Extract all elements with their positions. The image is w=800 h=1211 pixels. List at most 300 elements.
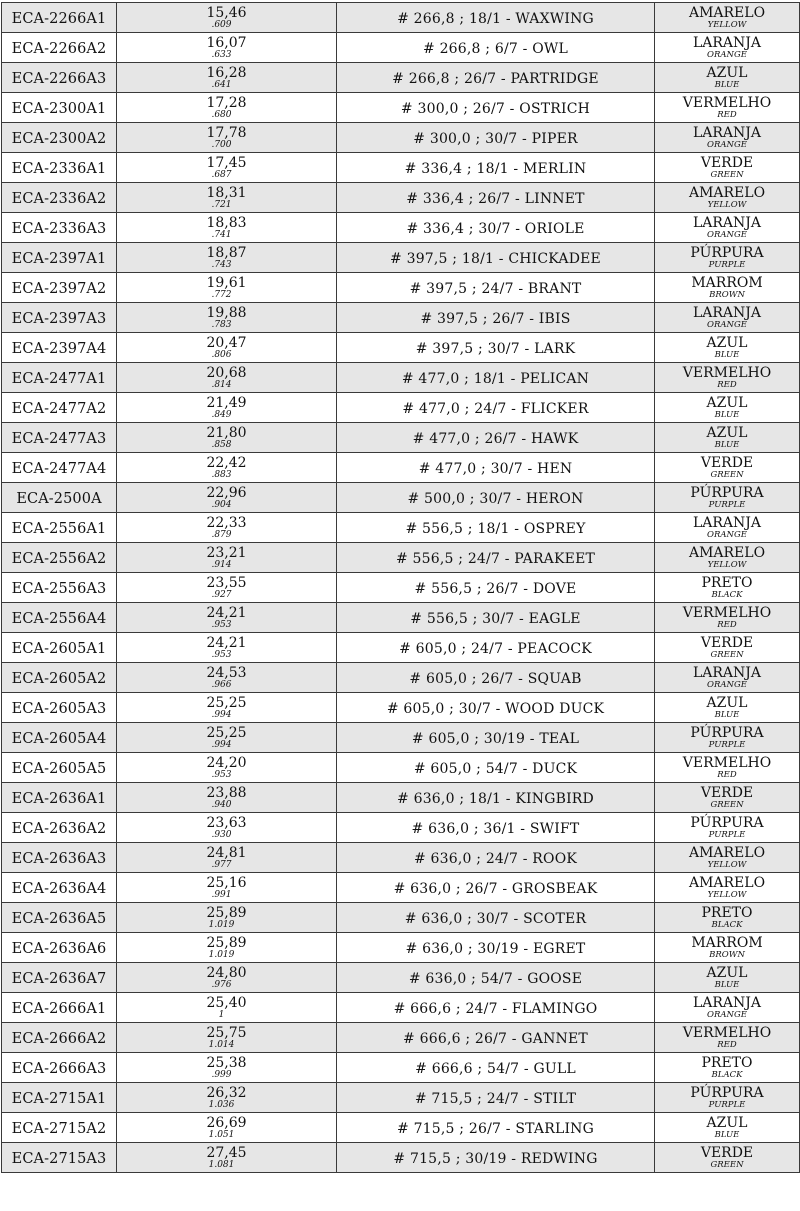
- table-row: [2, 753, 800, 783]
- value-imperial: .953: [211, 770, 232, 780]
- table-row: [2, 1023, 800, 1053]
- color-name-pt: AZUL: [706, 695, 748, 711]
- value-cell: [117, 813, 337, 843]
- color-cell: [655, 393, 800, 423]
- code-cell: [2, 1023, 117, 1053]
- color-cell: [655, 1023, 800, 1053]
- value-cell: [117, 1113, 337, 1143]
- value-imperial: .904: [211, 500, 232, 510]
- value-cell: [117, 213, 337, 243]
- value-cell: [117, 873, 337, 903]
- product-code: ECA-2556A4: [11, 611, 107, 627]
- color-name-en: GREEN: [710, 650, 744, 660]
- product-code: ECA-2636A1: [11, 791, 107, 807]
- product-code: ECA-2300A1: [11, 101, 107, 117]
- product-code: ECA-2556A2: [11, 551, 107, 567]
- code-cell: [2, 993, 117, 1023]
- value-imperial: .953: [211, 650, 232, 660]
- value-cell: [117, 1083, 337, 1113]
- description-cell: [337, 603, 655, 633]
- conductor-description: # 636,0 ; 30/7 - SCOTER: [404, 911, 587, 927]
- value-metric: 19,88: [206, 305, 247, 321]
- value-metric: 23,55: [206, 575, 247, 591]
- value-imperial: .883: [211, 470, 232, 480]
- product-code: ECA-2397A3: [11, 311, 107, 327]
- color-name-pt: LARANJA: [692, 125, 762, 141]
- conductor-description: # 477,0 ; 24/7 - FLICKER: [402, 401, 589, 417]
- color-name-pt: AMARELO: [688, 875, 766, 891]
- color-name-pt: PÚRPURA: [690, 245, 764, 261]
- product-code: ECA-2666A2: [11, 1031, 107, 1047]
- conductor-description: # 605,0 ; 30/19 - TEAL: [411, 731, 580, 747]
- color-name-pt: PÚRPURA: [690, 485, 764, 501]
- value-cell: [117, 573, 337, 603]
- conductor-description: # 397,5 ; 30/7 - LARK: [415, 341, 576, 357]
- color-name-pt: AZUL: [706, 1115, 748, 1131]
- value-cell: [117, 513, 337, 543]
- table-row: [2, 543, 800, 573]
- conductor-description: # 605,0 ; 24/7 - PEACOCK: [399, 641, 592, 657]
- product-code: ECA-2397A2: [11, 281, 107, 297]
- code-cell: [2, 663, 117, 693]
- value-cell: [117, 423, 337, 453]
- color-name-en: BLACK: [711, 1070, 743, 1080]
- code-cell: [2, 693, 117, 723]
- color-cell: [655, 333, 800, 363]
- conductor-description: # 266,8 ; 26/7 - PARTRIDGE: [392, 71, 599, 87]
- value-metric: 16,28: [206, 65, 247, 81]
- color-name-pt: VERDE: [700, 455, 754, 471]
- code-cell: [2, 3, 117, 33]
- value-metric: 20,47: [206, 335, 247, 351]
- product-code: ECA-2666A1: [11, 1001, 107, 1017]
- value-imperial: 1: [218, 1010, 225, 1020]
- color-cell: [655, 93, 800, 123]
- value-imperial: .687: [211, 170, 232, 180]
- table-row: [2, 93, 800, 123]
- color-cell: [655, 1083, 800, 1113]
- color-cell: [655, 483, 800, 513]
- code-cell: [2, 573, 117, 603]
- table-row: [2, 573, 800, 603]
- table-row: [2, 273, 800, 303]
- code-cell: [2, 1053, 117, 1083]
- value-imperial: 1.019: [208, 950, 235, 960]
- code-cell: [2, 423, 117, 453]
- color-name-pt: VERDE: [700, 635, 754, 651]
- description-cell: [337, 483, 655, 513]
- description-cell: [337, 843, 655, 873]
- table-row: [2, 1143, 800, 1173]
- code-cell: [2, 273, 117, 303]
- product-code: ECA-2397A4: [11, 341, 107, 357]
- product-code: ECA-2477A1: [11, 371, 107, 387]
- description-cell: [337, 723, 655, 753]
- conductor-description: # 666,6 ; 26/7 - GANNET: [403, 1031, 588, 1047]
- value-imperial: .977: [211, 860, 232, 870]
- product-code: ECA-2715A2: [11, 1121, 107, 1137]
- product-code: ECA-2636A4: [11, 881, 107, 897]
- value-cell: [117, 153, 337, 183]
- value-cell: [117, 663, 337, 693]
- color-name-pt: AZUL: [706, 425, 748, 441]
- color-name-en: GREEN: [710, 470, 744, 480]
- product-code: ECA-2636A2: [11, 821, 107, 837]
- value-imperial: 1.081: [208, 1160, 235, 1170]
- value-cell: [117, 453, 337, 483]
- description-cell: [337, 213, 655, 243]
- code-cell: [2, 1143, 117, 1173]
- product-code: ECA-2477A4: [11, 461, 107, 477]
- conductor-description: # 336,4 ; 26/7 - LINNET: [406, 191, 585, 207]
- color-name-en: RED: [717, 770, 737, 780]
- value-imperial: .609: [211, 20, 232, 30]
- table-row: [2, 123, 800, 153]
- table-row: [2, 783, 800, 813]
- value-metric: 26,32: [206, 1085, 247, 1101]
- color-name-en: PURPLE: [708, 500, 746, 510]
- value-cell: [117, 393, 337, 423]
- value-metric: 26,69: [206, 1115, 247, 1131]
- value-cell: [117, 33, 337, 63]
- product-code: ECA-2336A1: [11, 161, 107, 177]
- product-code: ECA-2477A2: [11, 401, 107, 417]
- value-cell: [117, 903, 337, 933]
- value-cell: [117, 1053, 337, 1083]
- conductor-description: # 556,5 ; 26/7 - DOVE: [414, 581, 577, 597]
- table-row: [2, 393, 800, 423]
- description-cell: [337, 753, 655, 783]
- value-imperial: .953: [211, 620, 232, 630]
- color-name-en: ORANGE: [707, 320, 747, 330]
- color-cell: [655, 873, 800, 903]
- value-imperial: .700: [211, 140, 232, 150]
- value-metric: 24,20: [206, 755, 247, 771]
- code-cell: [2, 873, 117, 903]
- product-code: ECA-2336A2: [11, 191, 107, 207]
- description-cell: [337, 453, 655, 483]
- value-cell: [117, 543, 337, 573]
- table-row: [2, 333, 800, 363]
- color-cell: [655, 843, 800, 873]
- value-imperial: 1.014: [208, 1040, 235, 1050]
- color-name-pt: AZUL: [706, 335, 748, 351]
- color-name-pt: PRETO: [701, 575, 753, 591]
- code-cell: [2, 783, 117, 813]
- value-cell: [117, 723, 337, 753]
- product-code: ECA-2715A1: [11, 1091, 107, 1107]
- description-cell: [337, 933, 655, 963]
- value-imperial: .991: [211, 890, 232, 900]
- value-cell: [117, 753, 337, 783]
- conductor-description: # 477,0 ; 26/7 - HAWK: [412, 431, 579, 447]
- description-cell: [337, 423, 655, 453]
- value-imperial: .879: [211, 530, 232, 540]
- color-name-pt: LARANJA: [692, 665, 762, 681]
- conductor-description: # 636,0 ; 36/1 - SWIFT: [411, 821, 580, 837]
- product-code: ECA-2300A2: [11, 131, 107, 147]
- value-cell: [117, 843, 337, 873]
- value-metric: 25,38: [206, 1055, 247, 1071]
- value-metric: 24,21: [206, 635, 247, 651]
- value-imperial: .806: [211, 350, 232, 360]
- product-code: ECA-2636A7: [11, 971, 107, 987]
- conductor-description: # 300,0 ; 30/7 - PIPER: [413, 131, 578, 147]
- color-name-en: PURPLE: [708, 830, 746, 840]
- color-name-pt: VERMELHO: [682, 365, 772, 381]
- value-metric: 23,21: [206, 545, 247, 561]
- code-cell: [2, 183, 117, 213]
- table-row: [2, 183, 800, 213]
- value-metric: 25,25: [206, 695, 247, 711]
- color-cell: [655, 1143, 800, 1173]
- color-name-pt: VERDE: [700, 155, 754, 171]
- color-name-pt: VERDE: [700, 1145, 754, 1161]
- conductor-description: # 397,5 ; 18/1 - CHICKADEE: [390, 251, 601, 267]
- conductor-description: # 715,5 ; 24/7 - STILT: [414, 1091, 577, 1107]
- color-name-en: BLUE: [714, 440, 740, 450]
- value-imperial: .814: [211, 380, 232, 390]
- product-code: ECA-2556A1: [11, 521, 107, 537]
- code-cell: [2, 213, 117, 243]
- color-cell: [655, 603, 800, 633]
- description-cell: [337, 303, 655, 333]
- value-imperial: .966: [211, 680, 232, 690]
- conductor-description: # 397,5 ; 26/7 - IBIS: [420, 311, 571, 327]
- value-imperial: .783: [211, 320, 232, 330]
- color-name-en: GREEN: [710, 1160, 744, 1170]
- color-cell: [655, 963, 800, 993]
- value-cell: [117, 183, 337, 213]
- description-cell: [337, 1143, 655, 1173]
- conductor-description: # 336,4 ; 30/7 - ORIOLE: [406, 221, 585, 237]
- code-cell: [2, 813, 117, 843]
- table-row: [2, 813, 800, 843]
- color-name-pt: AZUL: [706, 965, 748, 981]
- code-cell: [2, 93, 117, 123]
- table-row: [2, 423, 800, 453]
- value-cell: [117, 933, 337, 963]
- conductor-description: # 266,8 ; 6/7 - OWL: [422, 41, 568, 57]
- conductor-description: # 500,0 ; 30/7 - HERON: [407, 491, 584, 507]
- color-name-pt: MARROM: [691, 275, 763, 291]
- table-row: [2, 213, 800, 243]
- color-name-en: ORANGE: [707, 1010, 747, 1020]
- code-cell: [2, 843, 117, 873]
- conductor-description: # 666,6 ; 24/7 - FLAMINGO: [393, 1001, 598, 1017]
- color-name-pt: LARANJA: [692, 305, 762, 321]
- product-code: ECA-2500A: [16, 491, 102, 507]
- code-cell: [2, 243, 117, 273]
- value-metric: 15,46: [206, 5, 247, 21]
- table-row: [2, 153, 800, 183]
- value-metric: 21,80: [206, 425, 247, 441]
- value-imperial: .741: [211, 230, 232, 240]
- color-cell: [655, 273, 800, 303]
- description-cell: [337, 3, 655, 33]
- value-cell: [117, 273, 337, 303]
- value-metric: 19,61: [206, 275, 247, 291]
- value-imperial: .849: [211, 410, 232, 420]
- table-row: [2, 993, 800, 1023]
- product-code: ECA-2605A4: [11, 731, 107, 747]
- value-imperial: .927: [211, 590, 232, 600]
- color-name-en: RED: [717, 1040, 737, 1050]
- value-imperial: .633: [211, 50, 232, 60]
- color-cell: [655, 33, 800, 63]
- table-row: [2, 453, 800, 483]
- conductor-description: # 605,0 ; 30/7 - WOOD DUCK: [386, 701, 605, 717]
- description-cell: [337, 633, 655, 663]
- color-cell: [655, 243, 800, 273]
- table-row: [2, 303, 800, 333]
- color-name-en: BLUE: [714, 80, 740, 90]
- color-name-pt: VERMELHO: [682, 95, 772, 111]
- color-name-en: PURPLE: [708, 1100, 746, 1110]
- color-name-en: ORANGE: [707, 140, 747, 150]
- product-code: ECA-2266A1: [11, 11, 107, 27]
- color-name-pt: PÚRPURA: [690, 1085, 764, 1101]
- conductor-description: # 397,5 ; 24/7 - BRANT: [409, 281, 582, 297]
- color-name-pt: LARANJA: [692, 35, 762, 51]
- value-cell: [117, 1023, 337, 1053]
- code-cell: [2, 1083, 117, 1113]
- value-metric: 24,53: [206, 665, 247, 681]
- description-cell: [337, 513, 655, 543]
- product-code: ECA-2605A1: [11, 641, 107, 657]
- color-name-pt: AMARELO: [688, 545, 766, 561]
- color-cell: [655, 363, 800, 393]
- table-row: [2, 873, 800, 903]
- table-row: [2, 693, 800, 723]
- color-cell: [655, 633, 800, 663]
- description-cell: [337, 1113, 655, 1143]
- code-cell: [2, 903, 117, 933]
- conductor-description: # 715,5 ; 26/7 - STARLING: [396, 1121, 595, 1137]
- color-cell: [655, 993, 800, 1023]
- code-cell: [2, 963, 117, 993]
- value-metric: 17,45: [206, 155, 247, 171]
- table-row: [2, 963, 800, 993]
- color-name-pt: LARANJA: [692, 515, 762, 531]
- product-code: ECA-2636A6: [11, 941, 107, 957]
- value-metric: 24,81: [206, 845, 247, 861]
- code-cell: [2, 723, 117, 753]
- value-cell: [117, 633, 337, 663]
- value-cell: [117, 363, 337, 393]
- value-metric: 25,75: [206, 1025, 247, 1041]
- value-metric: 18,31: [206, 185, 247, 201]
- color-name-en: YELLOW: [707, 20, 747, 30]
- value-metric: 25,16: [206, 875, 247, 891]
- product-code: ECA-2336A3: [11, 221, 107, 237]
- color-cell: [655, 813, 800, 843]
- table-row: [2, 843, 800, 873]
- product-code: ECA-2605A5: [11, 761, 107, 777]
- color-name-en: ORANGE: [707, 530, 747, 540]
- value-cell: [117, 63, 337, 93]
- value-imperial: .680: [211, 110, 232, 120]
- conductor-description: # 636,0 ; 30/19 - EGRET: [405, 941, 586, 957]
- code-cell: [2, 453, 117, 483]
- description-cell: [337, 363, 655, 393]
- color-name-en: BLUE: [714, 350, 740, 360]
- color-name-en: ORANGE: [707, 230, 747, 240]
- description-cell: [337, 93, 655, 123]
- product-code: ECA-2715A3: [11, 1151, 107, 1167]
- conductor-description: # 605,0 ; 26/7 - SQUAB: [409, 671, 582, 687]
- color-name-en: BLACK: [711, 590, 743, 600]
- color-name-pt: PRETO: [701, 905, 753, 921]
- color-cell: [655, 573, 800, 603]
- value-imperial: .721: [211, 200, 232, 210]
- color-cell: [655, 663, 800, 693]
- color-name-pt: AMARELO: [688, 185, 766, 201]
- product-code: ECA-2605A3: [11, 701, 107, 717]
- color-name-en: YELLOW: [707, 860, 747, 870]
- value-metric: 18,83: [206, 215, 247, 231]
- value-cell: [117, 243, 337, 273]
- value-cell: [117, 123, 337, 153]
- value-cell: [117, 963, 337, 993]
- value-cell: [117, 1143, 337, 1173]
- code-cell: [2, 483, 117, 513]
- table-row: [2, 33, 800, 63]
- color-name-pt: VERDE: [700, 785, 754, 801]
- color-cell: [655, 1113, 800, 1143]
- code-cell: [2, 333, 117, 363]
- color-cell: [655, 903, 800, 933]
- description-cell: [337, 963, 655, 993]
- description-cell: [337, 693, 655, 723]
- color-cell: [655, 123, 800, 153]
- code-cell: [2, 153, 117, 183]
- color-cell: [655, 933, 800, 963]
- color-cell: [655, 303, 800, 333]
- color-cell: [655, 543, 800, 573]
- color-name-pt: AMARELO: [688, 5, 766, 21]
- conductor-description: # 636,0 ; 26/7 - GROSBEAK: [393, 881, 598, 897]
- table-row: [2, 1053, 800, 1083]
- product-code: ECA-2266A2: [11, 41, 107, 57]
- value-imperial: .641: [211, 80, 232, 90]
- code-cell: [2, 33, 117, 63]
- color-cell: [655, 1053, 800, 1083]
- value-cell: [117, 3, 337, 33]
- table-row: [2, 633, 800, 663]
- table-body: [2, 3, 800, 1173]
- color-name-en: BLACK: [711, 920, 743, 930]
- color-cell: [655, 753, 800, 783]
- description-cell: [337, 33, 655, 63]
- color-name-en: GREEN: [710, 170, 744, 180]
- value-imperial: .999: [211, 1070, 232, 1080]
- value-imperial: .994: [211, 710, 232, 720]
- description-cell: [337, 783, 655, 813]
- description-cell: [337, 1083, 655, 1113]
- color-name-pt: PÚRPURA: [690, 725, 764, 741]
- value-cell: [117, 93, 337, 123]
- color-name-en: RED: [717, 110, 737, 120]
- conductor-description: # 336,4 ; 18/1 - MERLIN: [404, 161, 587, 177]
- table-row: [2, 933, 800, 963]
- color-name-en: PURPLE: [708, 740, 746, 750]
- value-metric: 18,87: [206, 245, 247, 261]
- description-cell: [337, 993, 655, 1023]
- conductor-description: # 556,5 ; 30/7 - EAGLE: [410, 611, 581, 627]
- table-row: [2, 663, 800, 693]
- value-imperial: .914: [211, 560, 232, 570]
